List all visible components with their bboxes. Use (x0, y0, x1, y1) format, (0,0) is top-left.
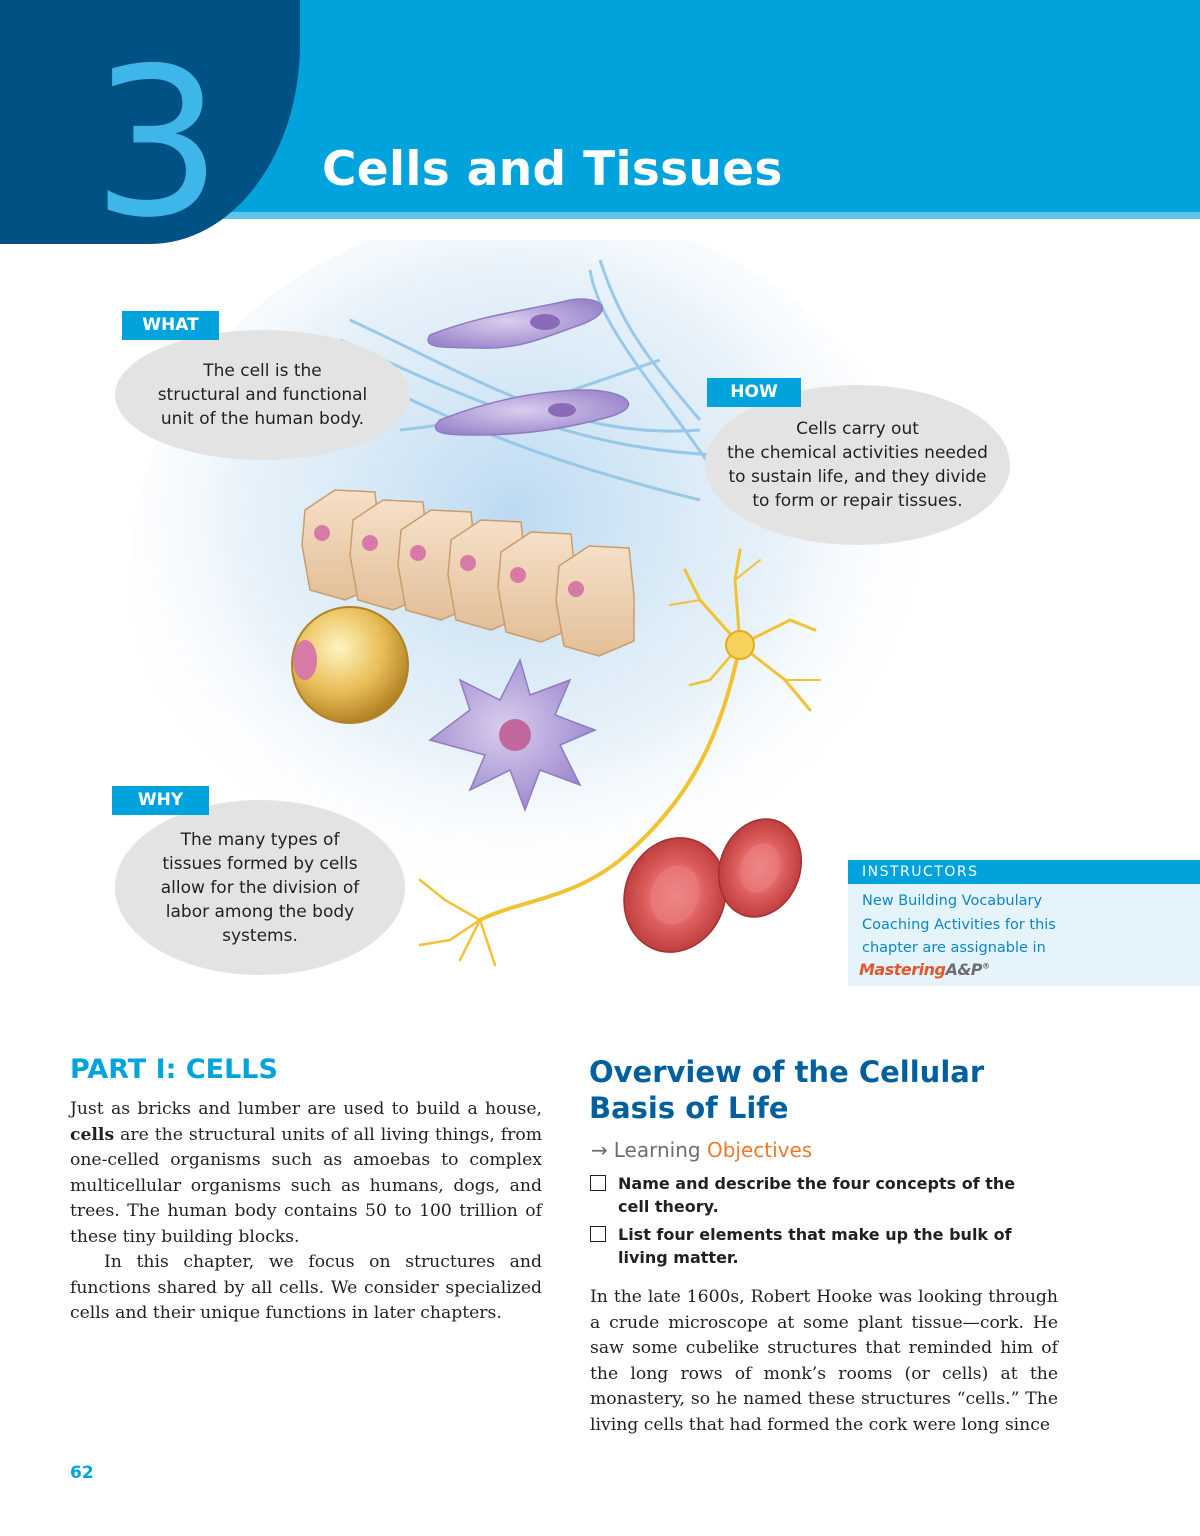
how-line: to sustain life, and they divide (728, 467, 987, 487)
instructors-header: INSTRUCTORS (848, 860, 1200, 884)
lo-label-learning: Learning (613, 1138, 701, 1162)
chapter-title: Cells and Tissues (322, 142, 783, 197)
why-line: The many types of (180, 829, 340, 850)
what-tag: WHAT (122, 311, 219, 340)
right-column-text (590, 1285, 1058, 1438)
learning-objectives-heading (591, 1138, 812, 1162)
learning-objective-item (590, 1223, 1050, 1269)
what-line: structural and functional (157, 385, 368, 405)
section-heading-line2: Basis of Life (589, 1091, 789, 1125)
why-tag: WHY (112, 786, 209, 815)
how-line: the chemical activities needed (727, 443, 988, 463)
how-tag: HOW (707, 378, 801, 407)
section-heading-line1: Overview of the Cellular (589, 1055, 985, 1089)
checkbox-icon[interactable] (590, 1175, 606, 1191)
instructors-box (848, 860, 1200, 986)
checkbox-icon[interactable] (590, 1226, 606, 1242)
how-line: to form or repair tissues. (752, 491, 963, 511)
why-line: systems. (222, 925, 298, 946)
egg-cell (292, 607, 408, 723)
part-heading: PART I: CELLS (70, 1054, 278, 1085)
how-line: Cells carry out (796, 419, 919, 439)
logo-ap: A&P (945, 960, 983, 979)
why-bubble (115, 800, 405, 975)
mastering-ap-logo[interactable] (859, 960, 990, 979)
left-column-text (70, 1097, 542, 1327)
instructors-text (862, 890, 1182, 961)
hooke-paragraph: In the late 1600s, Robert Hooke was looking through a crude microscope at some plant tissue—cork. He saw some cubelike structures that reminded him of the long rows of monk’s rooms (or cells) at the monastery, so he named these structures “cells.” The living cells that had formed the cork were long since (590, 1287, 1058, 1435)
objective-text: List four elements that make up the bulk of living matter. (618, 1225, 1012, 1267)
what-line: unit of the human body. (160, 409, 365, 429)
learning-objective-item (590, 1172, 1050, 1218)
instructors-line: Coaching Activities for this (862, 916, 1056, 933)
instructors-line: New Building Vocabulary (862, 893, 1043, 909)
logo-mastering: Mastering (859, 960, 946, 979)
intro-text-end: are the structural units of all living things, from one-celled organisms such as amoebas to complex multicellular organisms such as humans, dogs, and trees. The human body contains 50 to 100 trillion of these tiny building blocks. (70, 1124, 542, 1247)
how-bubble (705, 385, 1010, 545)
chapter-number: 3 (92, 25, 223, 263)
chapter-focus-paragraph: In this chapter, we focus on structures and functions shared by all cells. We consider specialized cells and their unique functions in later chapters. (70, 1252, 542, 1323)
why-line: labor among the body (165, 901, 355, 922)
why-line: allow for the division of (160, 877, 360, 898)
instructors-line: chapter are assignable in (862, 940, 1046, 956)
lo-label-objectives: Objectives (706, 1138, 813, 1162)
arrow-right-icon: → (591, 1138, 608, 1162)
objective-text: Name and describe the four concepts of the cell theory. (618, 1174, 1016, 1216)
logo-registered-mark: ® (982, 961, 990, 971)
intro-text-start: Just as bricks and lumber are used to build a house, (70, 1099, 542, 1119)
intro-paragraph (70, 1097, 542, 1250)
what-bubble (115, 330, 410, 460)
section-heading (589, 1054, 1049, 1126)
key-term-cells: cells (70, 1124, 115, 1145)
why-line: tissues formed by cells (162, 853, 358, 874)
what-line: The cell is the (203, 361, 322, 381)
page-number: 62 (70, 1463, 94, 1483)
